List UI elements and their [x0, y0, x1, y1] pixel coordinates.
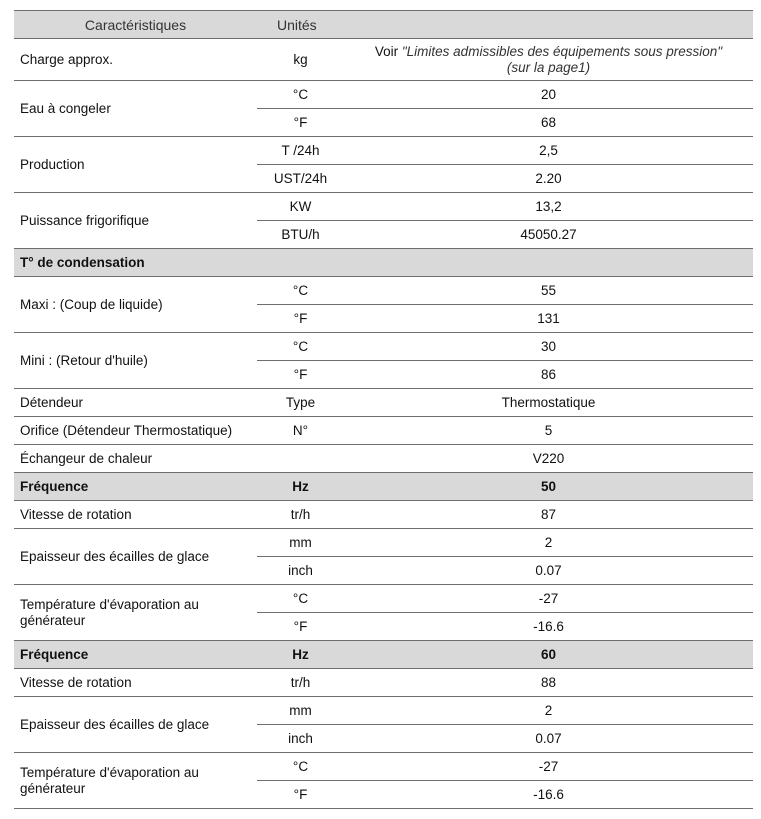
- maxi-value-c: 55: [344, 277, 753, 305]
- evap-60-value-f: -16.6: [344, 781, 753, 809]
- row-epaisseur-60-mm: [14, 697, 753, 725]
- row-condensation-section: [14, 249, 753, 277]
- row-frequence-50: [14, 473, 753, 501]
- vitesse-50-label: Vitesse de rotation: [14, 501, 257, 529]
- charge-unit: kg: [257, 39, 344, 81]
- vitesse-60-unit: tr/h: [257, 669, 344, 697]
- row-mini-c: [14, 333, 753, 361]
- row-evap-50-c: [14, 585, 753, 613]
- row-vitesse-50: [14, 501, 753, 529]
- epaisseur-60-value-inch: 0.07: [344, 725, 753, 753]
- header-characteristics: Caractéristiques: [14, 11, 257, 39]
- detendeur-label: Détendeur: [14, 389, 257, 417]
- row-orifice: [14, 417, 753, 445]
- charge-label: Charge approx.: [14, 39, 257, 81]
- evap-50-unit-f: °F: [257, 613, 344, 641]
- charge-value-prefix: Voir: [374, 43, 402, 59]
- row-puissance-kw: [14, 193, 753, 221]
- vitesse-50-unit: tr/h: [257, 501, 344, 529]
- echangeur-label: Échangeur de chaleur: [14, 445, 257, 473]
- specifications-table: [14, 10, 753, 809]
- evap-50-label-line1: Température d'évaporation au: [20, 596, 199, 612]
- evap-50-unit-c: °C: [257, 585, 344, 613]
- puissance-unit-btu: BTU/h: [257, 221, 344, 249]
- production-label: Production: [14, 137, 257, 193]
- epaisseur-50-unit-inch: inch: [257, 557, 344, 585]
- row-epaisseur-50-mm: [14, 529, 753, 557]
- evap-50-label-line2: générateur: [20, 612, 86, 628]
- maxi-label: Maxi : (Coup de liquide): [14, 277, 257, 333]
- condensation-section-title: T° de condensation: [14, 249, 753, 277]
- production-unit-t: T /24h: [257, 137, 344, 165]
- eau-label: Eau à congeler: [14, 81, 257, 137]
- mini-value-f: 86: [344, 361, 753, 389]
- frequence-60-unit: Hz: [257, 641, 344, 669]
- evap-50-label: [14, 585, 257, 641]
- header-units: Unités: [257, 11, 753, 39]
- vitesse-60-value: 88: [344, 669, 753, 697]
- detendeur-unit: Type: [257, 389, 344, 417]
- evap-60-label-line1: Température d'évaporation au: [20, 764, 199, 780]
- epaisseur-50-value-mm: 2: [344, 529, 753, 557]
- puissance-value-btu: 45050.27: [344, 221, 753, 249]
- row-vitesse-60: [14, 669, 753, 697]
- evap-60-unit-c: °C: [257, 753, 344, 781]
- mini-unit-f: °F: [257, 361, 344, 389]
- charge-value-reference: "Limites admissibles des équipements sous pression": [401, 43, 723, 59]
- row-eau-c: [14, 81, 753, 109]
- row-production-t: [14, 137, 753, 165]
- vitesse-50-value: 87: [344, 501, 753, 529]
- echangeur-value: V220: [344, 445, 753, 473]
- maxi-unit-f: °F: [257, 305, 344, 333]
- row-detendeur: [14, 389, 753, 417]
- puissance-value-kw: 13,2: [344, 193, 753, 221]
- evap-60-label: [14, 753, 257, 809]
- evap-60-unit-f: °F: [257, 781, 344, 809]
- frequence-60-label: Fréquence: [14, 641, 257, 669]
- table-header-row: [14, 11, 753, 39]
- epaisseur-60-unit-inch: inch: [257, 725, 344, 753]
- evap-50-value-c: -27: [344, 585, 753, 613]
- mini-label: Mini : (Retour d'huile): [14, 333, 257, 389]
- epaisseur-60-label: Epaisseur des écailles de glace: [14, 697, 257, 753]
- epaisseur-50-value-inch: 0.07: [344, 557, 753, 585]
- charge-value: [344, 39, 753, 81]
- evap-60-value-c: -27: [344, 753, 753, 781]
- frequence-50-value: 50: [344, 473, 753, 501]
- row-echangeur: [14, 445, 753, 473]
- detendeur-value: Thermostatique: [344, 389, 753, 417]
- row-frequence-60: [14, 641, 753, 669]
- epaisseur-60-unit-mm: mm: [257, 697, 344, 725]
- evap-50-value-f: -16.6: [344, 613, 753, 641]
- echangeur-unit: [257, 445, 344, 473]
- row-charge: [14, 39, 753, 81]
- eau-unit-f: °F: [257, 109, 344, 137]
- production-value-t: 2,5: [344, 137, 753, 165]
- frequence-50-label: Fréquence: [14, 473, 257, 501]
- epaisseur-60-value-mm: 2: [344, 697, 753, 725]
- orifice-label: Orifice (Détendeur Thermostatique): [14, 417, 257, 445]
- frequence-60-value: 60: [344, 641, 753, 669]
- vitesse-60-label: Vitesse de rotation: [14, 669, 257, 697]
- epaisseur-50-unit-mm: mm: [257, 529, 344, 557]
- orifice-value: 5: [344, 417, 753, 445]
- charge-value-page: (sur la page1): [506, 59, 591, 75]
- epaisseur-50-label: Epaisseur des écailles de glace: [14, 529, 257, 585]
- evap-60-label-line2: générateur: [20, 780, 86, 796]
- production-value-ust: 2.20: [344, 165, 753, 193]
- maxi-unit-c: °C: [257, 277, 344, 305]
- maxi-value-f: 131: [344, 305, 753, 333]
- frequence-50-unit: Hz: [257, 473, 344, 501]
- orifice-unit: N°: [257, 417, 344, 445]
- eau-value-c: 20: [344, 81, 753, 109]
- production-unit-ust: UST/24h: [257, 165, 344, 193]
- mini-unit-c: °C: [257, 333, 344, 361]
- puissance-unit-kw: KW: [257, 193, 344, 221]
- row-maxi-c: [14, 277, 753, 305]
- row-evap-60-c: [14, 753, 753, 781]
- mini-value-c: 30: [344, 333, 753, 361]
- eau-unit-c: °C: [257, 81, 344, 109]
- puissance-label: Puissance frigorifique: [14, 193, 257, 249]
- eau-value-f: 68: [344, 109, 753, 137]
